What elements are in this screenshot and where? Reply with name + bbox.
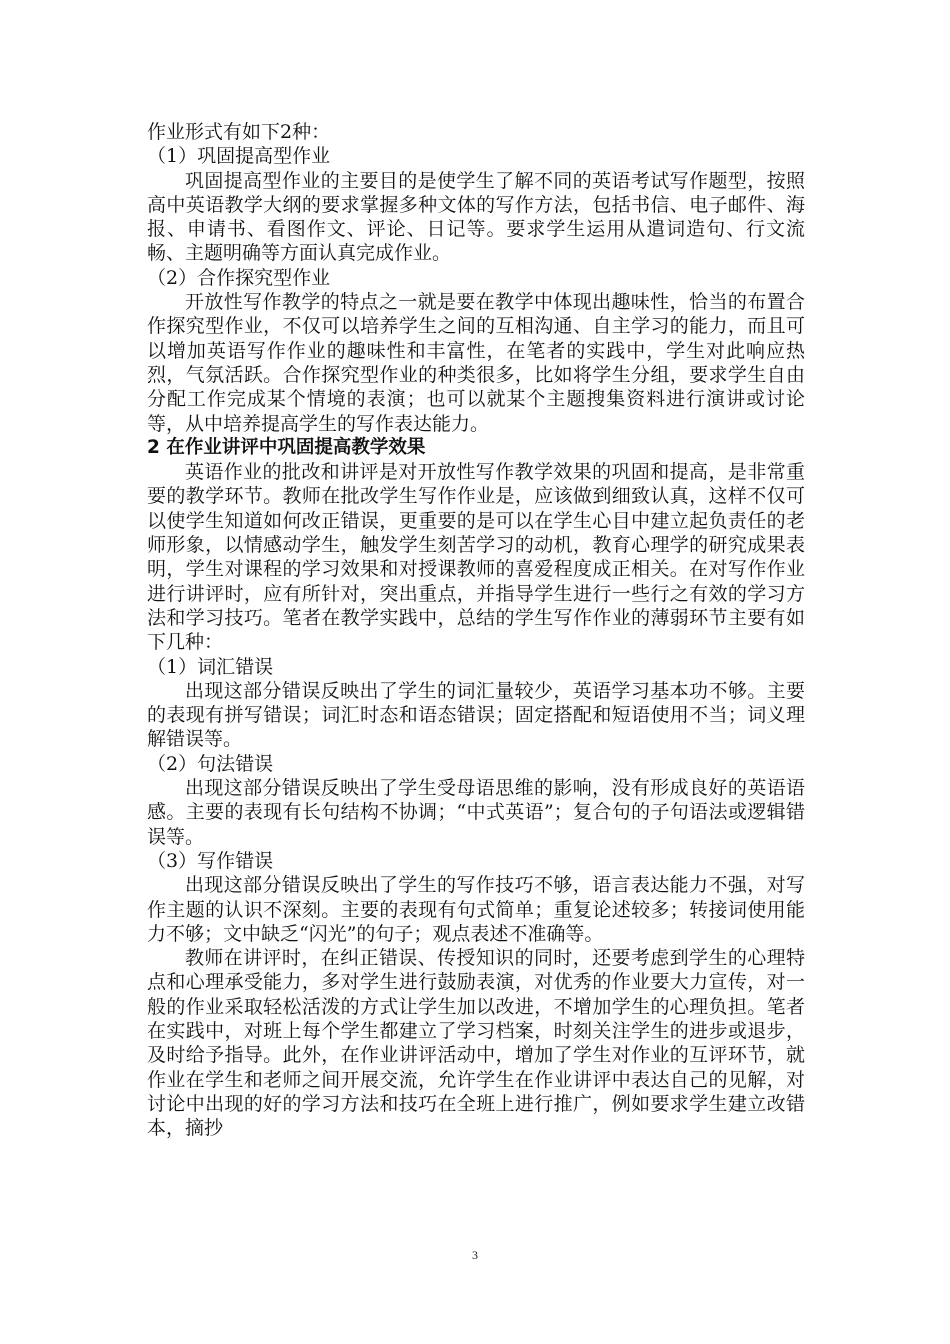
paragraph-consolidation-homework: 巩固提高型作业的主要目的是使学生了解不同的英语考试写作题型，按照高中英语教学大纲的要求掌握多种文体的写作方法，包括书信、电子邮件、海报、申请书、看图作文、评论、日记等。要求学生运用从遣词造句、行文流畅、主题明确等方面认真完成作业。 [147,169,805,265]
paragraph-cooperative-homework: 开放性写作教学的特点之一就是要在教学中体现出趣味性，恰当的布置合作探究型作业，不仅可以培养学生之间的互相沟通、自主学习的能力，而且可以增加英语写作作业的趣味性和丰富性，在笔者的实践中，学生对此响应热烈，气氛活跃。合作探究型作业的种类很多，比如将学生分组，要求学生自由分配工作完成某个情境的表演；也可以就某个主题搜集资料进行演讲或讨论等，从中培养提高学生的写作表达能力。 [147,291,805,435]
paragraph-homework-review: 英语作业的批改和讲评是对开放性写作教学效果的巩固和提高，是非常重要的教学环节。教师在批改学生写作作业是，应该做到细致认真，这样不仅可以使学生知道如何改正错误，更重要的是可以在学生心目中建立起负责任的老师形象，以情感动学生，触发学生刻苦学习的动机，教育心理学的研究成果表明，学生对课程的学习效果和对授课教师的喜爱程度成正相关。在对写作作业进行讲评时，应有所针对，突出重点，并指导学生进行一些行之有效的学习方法和学习技巧。笔者在教学实践中，总结的学生写作作业的薄弱环节主要有如下几种： [147,461,805,654]
subheading-syntax-errors: （2）句法错误 [147,752,274,775]
subheading-cooperative-homework: （2）合作探究型作业 [147,266,331,289]
document-body [147,120,805,1140]
subheading-vocabulary-errors: （1）词汇错误 [147,655,274,678]
body-text-intro: 作业形式有如下2种： [147,121,331,143]
section-heading-2: 2 在作业讲评中巩固提高教学效果 [147,436,426,458]
subheading-writing-errors: （3）写作错误 [147,849,274,872]
paragraph-writing-errors: 出现这部分错误反映出了学生的写作技巧不够，语言表达能力不强，对写作主题的认识不深刻。主要的表现有句式简单；重复论述较多；转接词使用能力不够；文中缺乏“闪光”的句子；观点表述不准确等。 [147,874,805,945]
paragraph-syntax-errors: 出现这部分错误反映出了学生受母语思维的影响，没有形成良好的英语语感。主要的表现有长句结构不协调；“中式英语”；复合句的子句语法或逻辑错误等。 [147,777,805,848]
page-number: 3 [472,1248,478,1262]
paragraph-vocabulary-errors: 出现这部分错误反映出了学生的词汇量较少，英语学习基本功不够。主要的表现有拼写错误；词汇时态和语态错误；固定搭配和短语使用不当；词义理解错误等。 [147,679,805,751]
paragraph-teacher-review: 教师在讲评时，在纠正错误、传授知识的同时，还要考虑到学生的心理特点和心理承受能力，多对学生进行鼓励表演，对优秀的作业要大力宣传，对一般的作业采取轻松活泼的方式让学生加以改进，不增加学生的心理负担。笔者在实践中，对班上每个学生都建立了学习档案，时刻关注学生的进步或退步，及时给予指导。此外，在作业讲评活动中，增加了学生对作业的互评环节，就作业在学生和老师之间开展交流，允许学生在作业讲评中表达自己的见解，对讨论中出现的好的学习方法和技巧在全班上进行推广，例如要求学生建立改错本，摘抄 [147,947,805,1140]
subheading-consolidation-homework: （1）巩固提高型作业 [147,145,331,168]
